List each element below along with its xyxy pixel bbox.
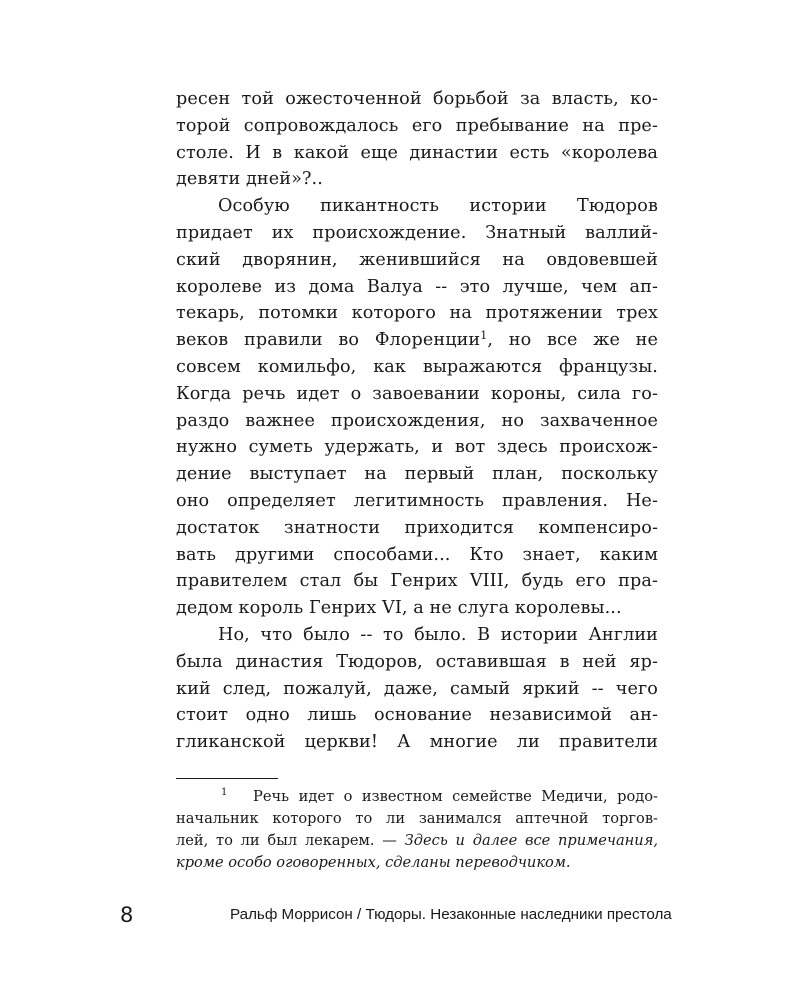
text-line: ресен той ожесточенной борьбой за власть, ко- xyxy=(176,89,658,109)
footnote-marker: 1 xyxy=(221,787,228,798)
page-footer xyxy=(0,900,800,930)
running-title: Ральф Моррисон / Тюдоры. Незаконные наследники престола xyxy=(230,906,672,923)
paragraph-first-line: Но, что было -- то было. В истории Англии xyxy=(218,624,658,645)
footnote-italic-segment: кроме особо оговоренных, сделаны переводчиком. xyxy=(176,854,571,871)
paragraph-first-line: Особую пикантность истории Тюдоров xyxy=(218,196,658,217)
text-line: гликанской церкви! А многие ли правители xyxy=(176,732,658,753)
footnote-italic-segment: Здесь и далее все примечания, xyxy=(404,832,658,849)
text-line: придает их происхождение. Знатный валлий- xyxy=(176,222,658,243)
text-line: раздо важнее происхождения, но захваченное xyxy=(176,410,658,431)
text-line: торой сопровождалось его пребывание на пре- xyxy=(176,115,658,136)
text-line: нужно суметь удержать, и вот здесь происхож- xyxy=(176,437,658,458)
text-line-with-footnote-ref xyxy=(176,327,658,354)
text-line: вать другими способами... Кто знает, каким xyxy=(176,544,658,565)
text-line: текарь, потомки которого на протяжении трех xyxy=(176,303,658,324)
text-line: кий след, пожалуй, даже, самый яркий -- чего xyxy=(176,678,658,699)
text-line: была династия Тюдоров, оставившая в ней яр- xyxy=(176,651,658,672)
text-line: девяти дней»?.. xyxy=(176,169,323,190)
text-line: правителем стал бы Генрих VIII, будь его пра- xyxy=(176,571,658,592)
text-line: дедом король Генрих VI, а не слуга королевы... xyxy=(176,598,622,619)
footnote-text-segment: Речь идет о известном семействе Медичи, родо- xyxy=(253,788,658,805)
footnote-text xyxy=(176,786,658,808)
page-number: 8 xyxy=(120,903,134,927)
text-line: оно определяет легитимность правления. Не- xyxy=(176,490,658,511)
text-line: стоит одно лишь основание независимой ан- xyxy=(176,705,658,726)
footnote-line: начальник которого то ли занимался аптечной торгов- xyxy=(176,810,658,827)
text-line: дение выступает на первый план, поскольку xyxy=(176,464,658,485)
text-line: достаток знатности приходится компенсиро- xyxy=(176,517,658,538)
footnote xyxy=(176,786,658,874)
footnote-line xyxy=(176,830,658,852)
footnote-divider xyxy=(176,778,278,779)
footnote-reference[interactable]: 1 xyxy=(480,329,488,343)
footnote-text-segment: лей, то ли был лекарем. — xyxy=(176,832,405,849)
text-line: ский дворянин, женившийся на овдовевшей xyxy=(176,249,658,270)
text-segment: , но все же не xyxy=(487,330,658,351)
text-line: столе. И в какой еще династии есть «королева xyxy=(176,142,658,163)
text-line: королеве из дома Валуа -- это лучше, чем ап- xyxy=(176,276,658,297)
footnote-line xyxy=(176,852,658,874)
text-line: Когда речь идет о завоевании короны, сила го- xyxy=(176,383,658,404)
text-line: совсем комильфо, как выражаются французы. xyxy=(176,356,658,377)
main-text xyxy=(176,86,658,756)
footnote-line xyxy=(176,786,658,808)
text-segment: веков правили во Флоренции xyxy=(176,330,481,351)
